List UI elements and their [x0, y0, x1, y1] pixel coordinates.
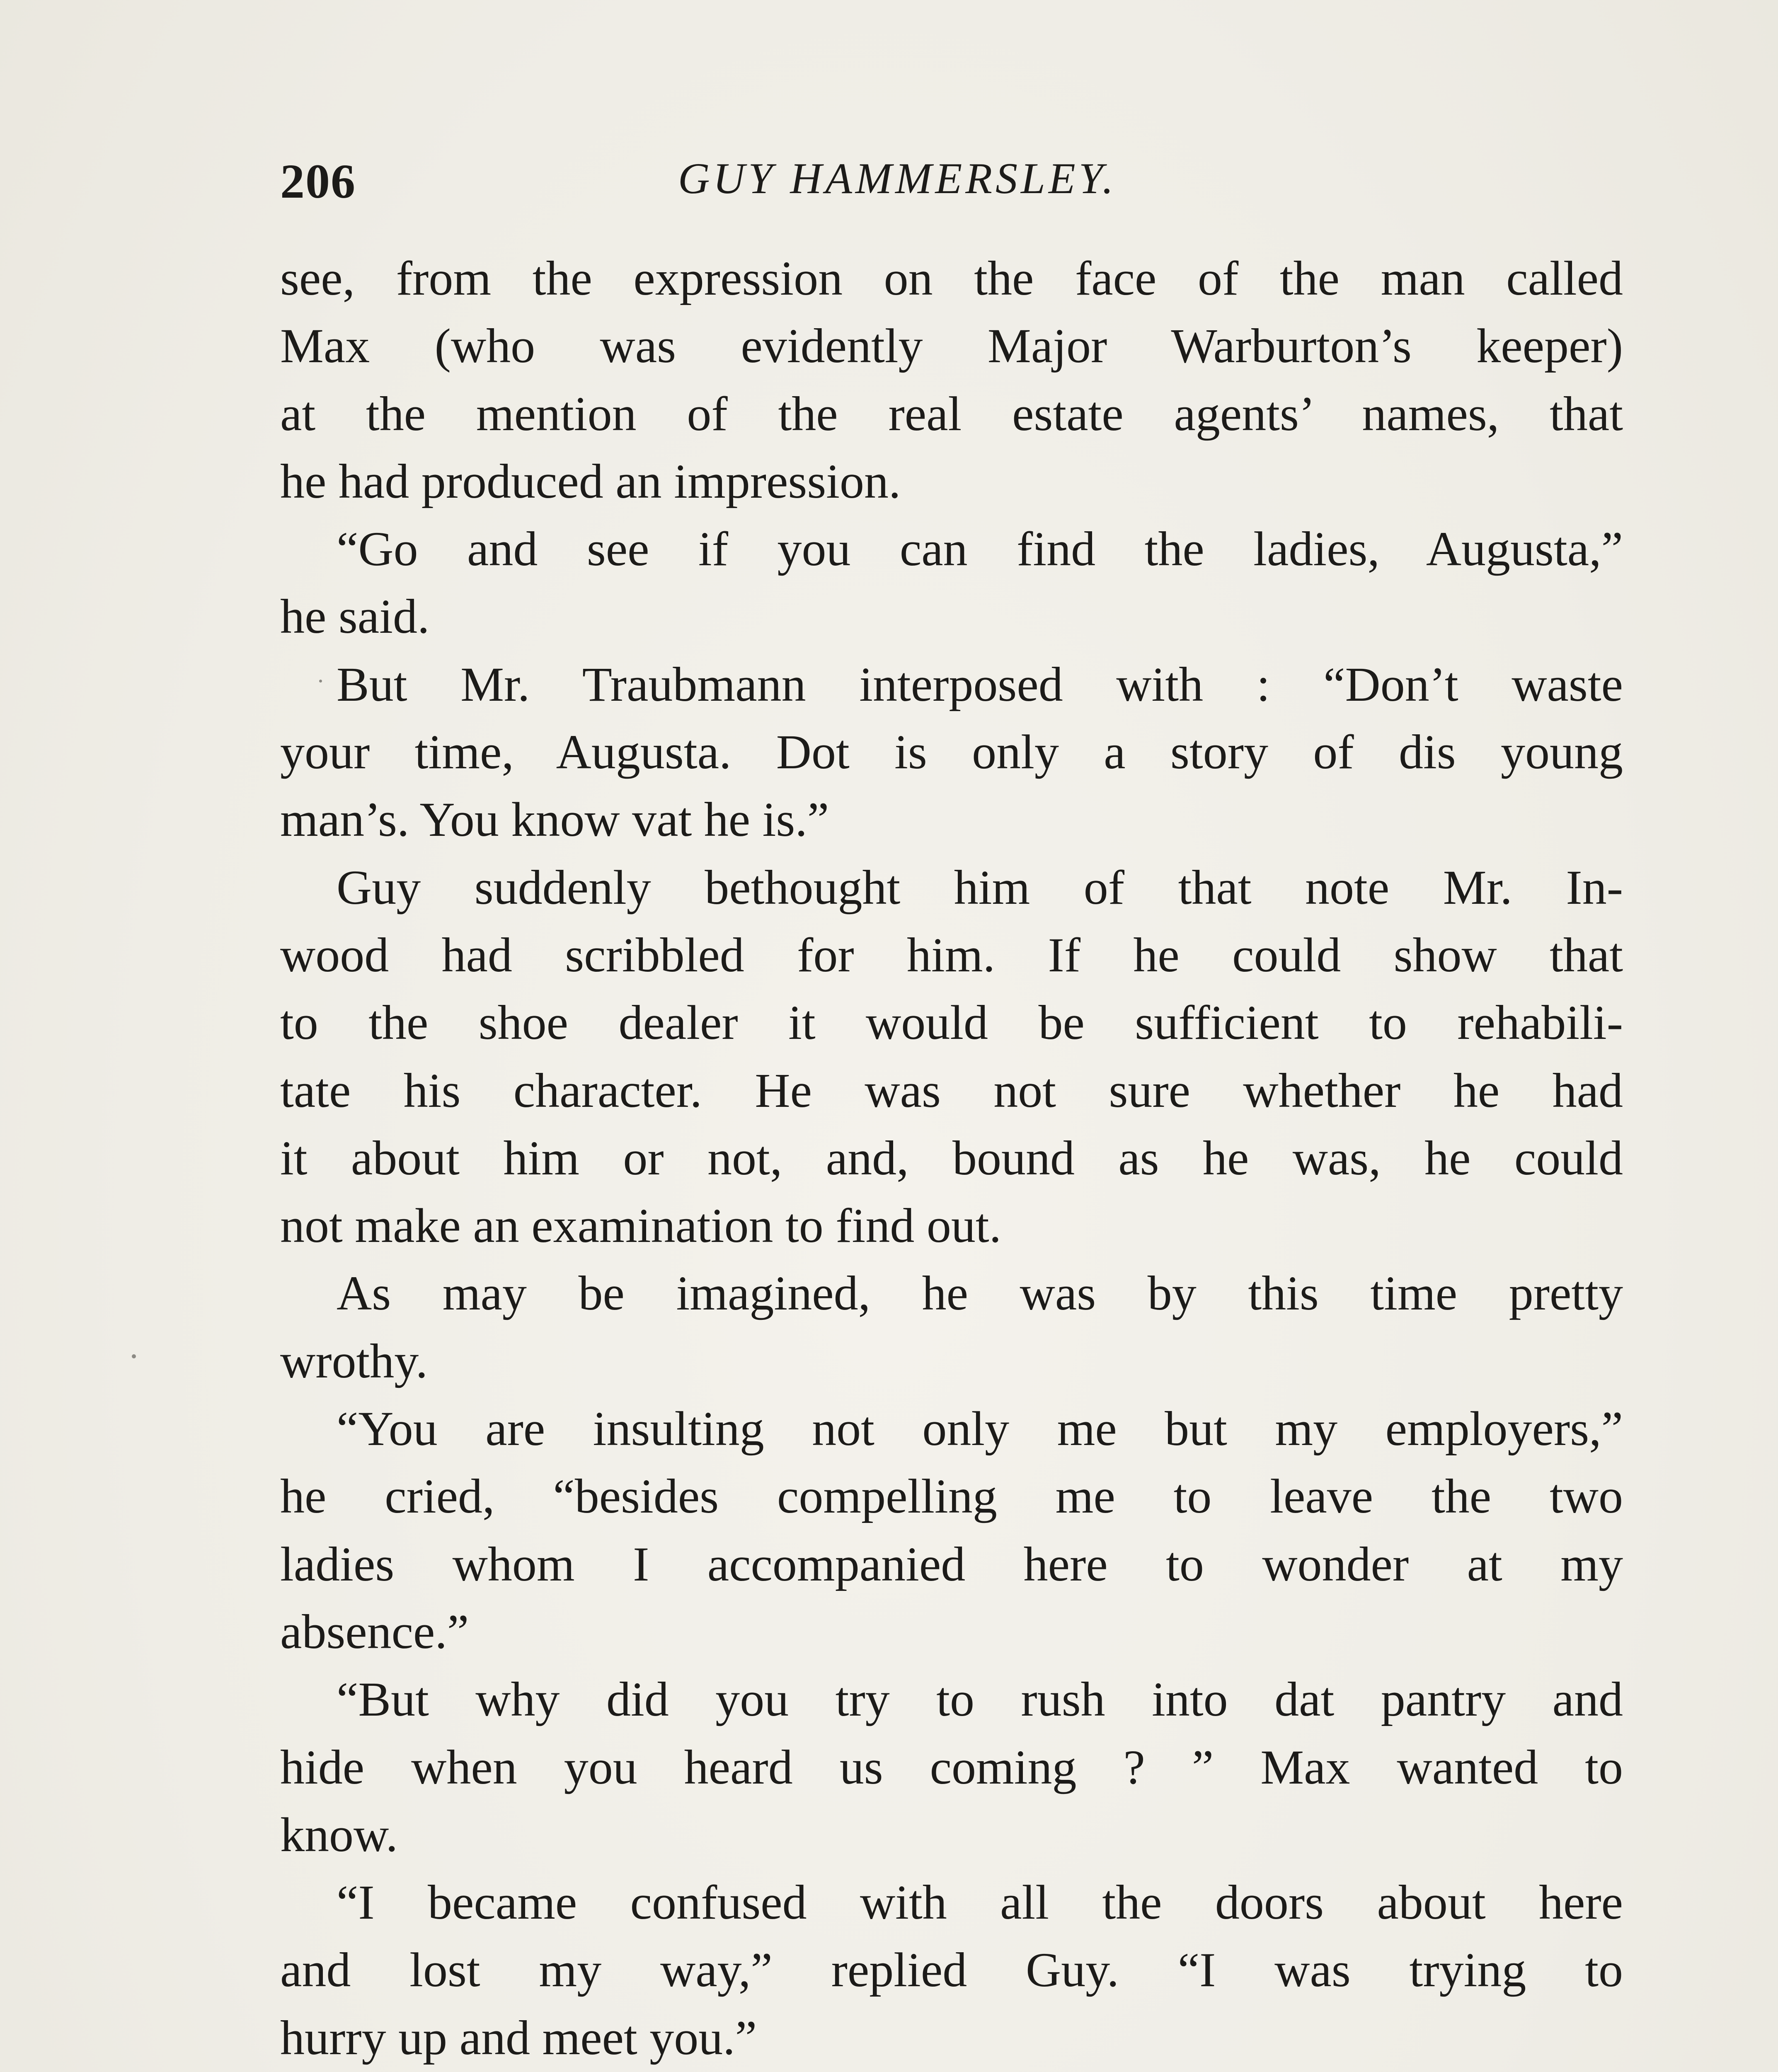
- text-line: to the shoe dealer it would be sufficient to rehabili-: [280, 995, 1623, 1050]
- text-line: he said.: [280, 589, 430, 644]
- text-line: tate his character. He was not sure whether he had: [280, 1063, 1623, 1118]
- body-text: [280, 244, 1623, 2072]
- text-line: he had produced an impression.: [280, 454, 901, 508]
- text-line: “You are insulting not only me but my employers,”: [337, 1402, 1623, 1456]
- text-line: and lost my way,” replied Guy. “I was trying to: [280, 1943, 1623, 1997]
- text-line: know.: [280, 1807, 398, 1862]
- text-line: “But why did you try to rush into dat pantry and: [337, 1672, 1623, 1727]
- text-line: ladies whom I accompanied here to wonder at my: [280, 1537, 1623, 1591]
- page-number: 206: [280, 154, 356, 208]
- text-line: Guy suddenly bethought him of that note Mr. In-: [337, 860, 1623, 915]
- text-line: he cried, “besides compelling me to leave the two: [280, 1469, 1623, 1524]
- text-line: “I became confused with all the doors about here: [337, 1875, 1623, 1930]
- text-line: As may be imagined, he was by this time pretty: [337, 1266, 1623, 1321]
- running-head: GUY HAMMERSLEY.: [678, 154, 1117, 203]
- text-line: it about him or not, and, bound as he was, he could: [280, 1130, 1623, 1185]
- page-header: [280, 149, 1204, 215]
- text-line: at the mention of the real estate agents’ names, that: [280, 386, 1623, 441]
- text-line: see, from the expression on the face of the man called: [280, 251, 1623, 305]
- text-line: man’s. You know vat he is.”: [280, 792, 829, 847]
- text-line: not make an examination to find out.: [280, 1198, 1002, 1253]
- text-line: “Go and see if you can find the ladies, Augusta,”: [337, 522, 1623, 576]
- text-line: hide when you heard us coming ? ” Max wanted to: [280, 1740, 1623, 1794]
- text-line: absence.”: [280, 1604, 469, 1659]
- text-line: your time, Augusta. Dot is only a story of dis young: [280, 725, 1623, 779]
- text-line: But Mr. Traubmann interposed with : “Don’t waste: [337, 657, 1623, 712]
- text-line: Max (who was evidently Major Warburton’s keeper): [280, 319, 1623, 373]
- paper-speck: [319, 680, 322, 683]
- text-line: wood had scribbled for him. If he could show that: [280, 927, 1623, 982]
- text-line: hurry up and meet you.”: [280, 2010, 757, 2065]
- text-line: wrothy.: [280, 1334, 428, 1388]
- paper-speck: [132, 1354, 136, 1358]
